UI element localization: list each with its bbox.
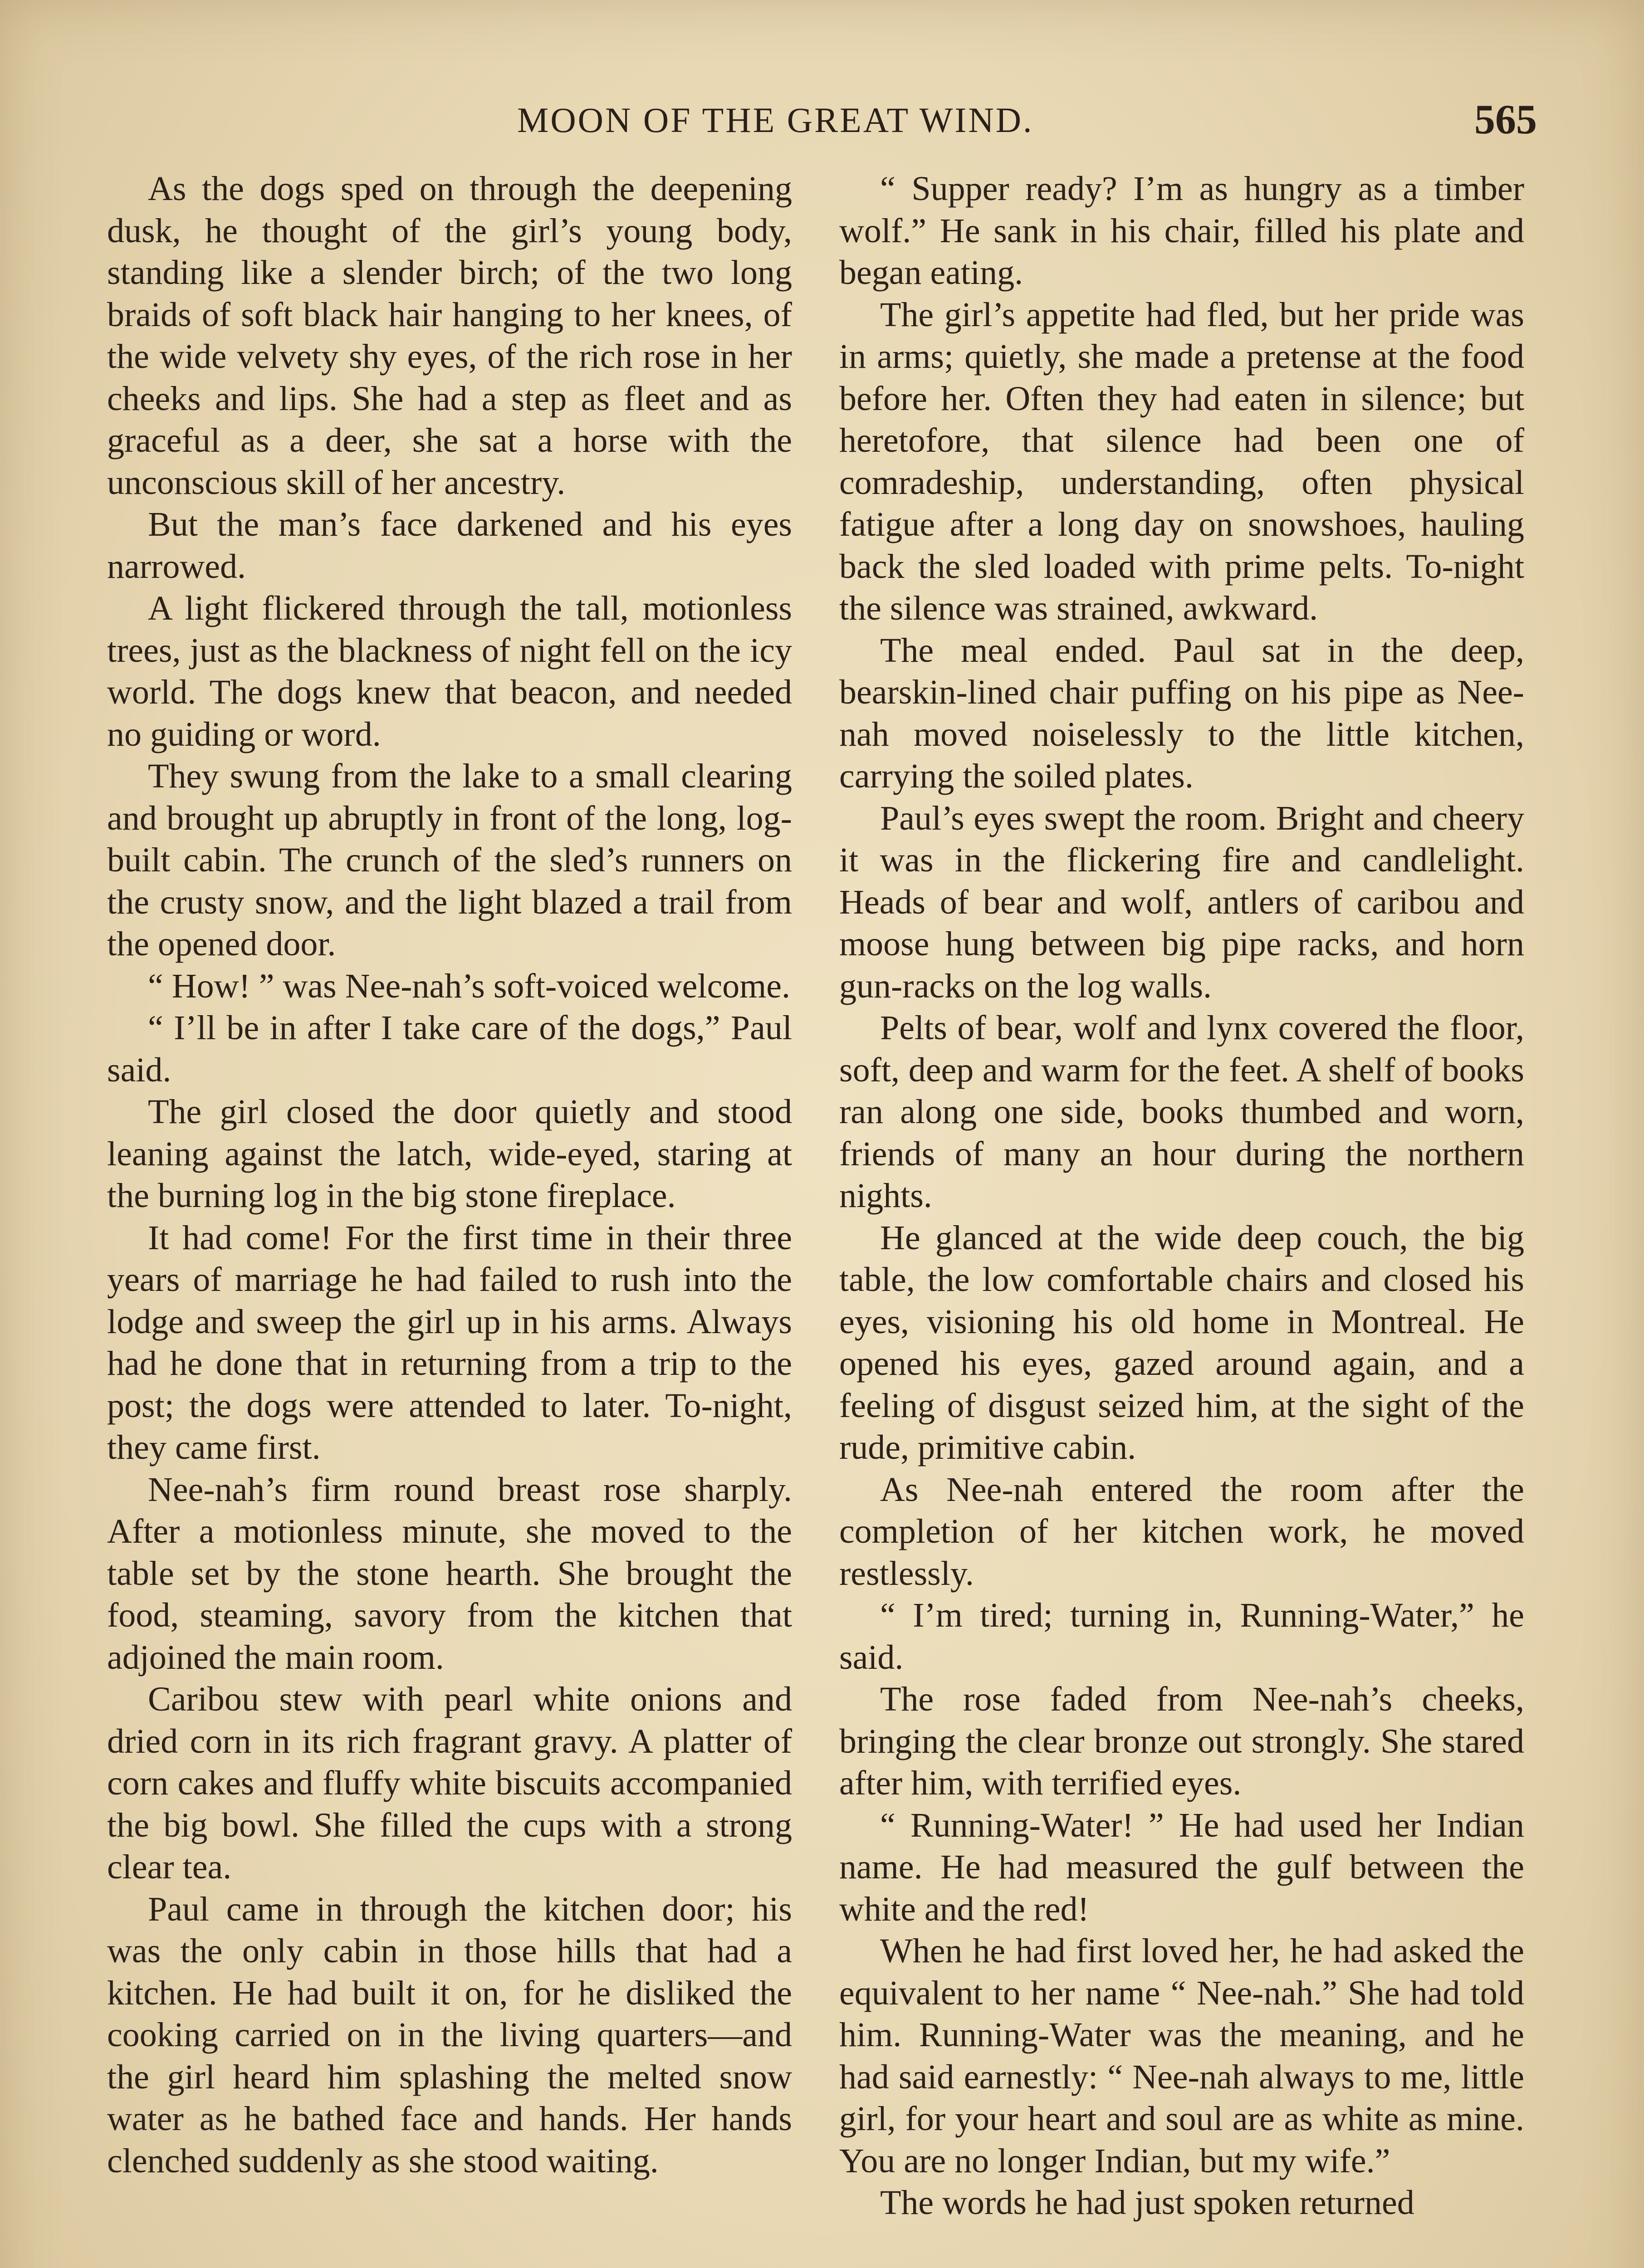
paragraph: Caribou stew with pearl white onions and dried corn in its rich fragrant gravy. A platter of corn cakes and fluffy white biscuits accompanied the big bowl. She filled the cups with a strong clear tea. (107, 1680, 792, 1886)
paragraph: When he had first loved her, he had asked the equivalent to her name “ Nee-nah.” She had told him. Running-Water was the meaning, and he had said earnestly: “ Nee-nah always to me, little girl, for your heart and soul are as white as mine. You are no longer Indian, but my wife.” (839, 1932, 1524, 2180)
paragraph: The girl’s appetite had fled, but her pride was in arms; quietly, she made a pretense at the food before her. Often they had eaten in silence; but heretofore, that silence had been one of comradeship, understanding, often physical fatigue after a long day on snowshoes, hauling back the sled loaded with prime pelts. To-night the silence was strained, awkward. (839, 295, 1524, 627)
paragraph: Pelts of bear, wolf and lynx covered the floor, soft, deep and warm for the feet. A shelf of books ran along one side, books thumbed and worn, friends of many an hour during the northern nights. (839, 1009, 1524, 1215)
paragraph: Paul came in through the kitchen door; his was the only cabin in those hills that had a kitchen. He had built it on, for he disliked the cooking carried on in the living quarters—and the girl heard him splashing the melted snow water as he bathed face and hands. Her hands clenched suddenly as she stood waiting. (107, 1890, 792, 2180)
paragraph: But the man’s face darkened and his eyes narrowed. (107, 505, 792, 586)
paragraph: It had come! For the first time in their three years of marriage he had failed to rush into the lodge and sweep the girl up in his arms. Always had he done that in returning from a trip to the post; the dogs were attended to later. To-night, they came first. (107, 1218, 792, 1466)
paragraph: As Nee-nah entered the room after the completion of her kitchen work, he moved restlessly. (839, 1470, 1524, 1593)
paragraph: Nee-nah’s firm round breast rose sharply. After a motionless minute, she moved to the table set by the stone hearth. She brought the food, steaming, savory from the kitchen that adjoined the main room. (107, 1470, 792, 1677)
paragraph: The meal ended. Paul sat in the deep, bearskin-lined chair puffing on his pipe as Nee-nah moved noiselessly to the little kitchen, carrying the soiled plates. (839, 631, 1524, 795)
running-head (0, 91, 1644, 150)
paragraph: Paul’s eyes swept the room. Bright and cheery it was in the flickering fire and candlelight. Heads of bear and wolf, antlers of caribou and moose hung between big pipe racks, and horn gun-racks on the log walls. (839, 799, 1524, 1005)
paragraph: As the dogs sped on through the deepening dusk, he thought of the girl’s young body, standing like a slender birch; of the two long braids of soft black hair hanging to her knees, of the wide velvety shy eyes, of the rich rose in her cheeks and lips. She had a step as fleet and as graceful as a deer, she sat a horse with the unconscious skill of her ancestry. (107, 170, 792, 502)
paragraph: “ I’ll be in after I take care of the dogs,” Paul said. (107, 1009, 792, 1089)
page-number: 565 (1474, 96, 1537, 142)
paragraph: “ Supper ready? I’m as hungry as a timber wolf.” He sank in his chair, filled his plate and began eating. (839, 170, 1524, 292)
text-column-left (107, 168, 792, 2182)
paragraph: He glanced at the wide deep couch, the big table, the low comfortable chairs and closed his eyes, visioning his old home in Montreal. He opened his eyes, gazed around again, and a feeling of disgust seized him, at the sight of the rude, primitive cabin. (839, 1218, 1524, 1466)
paragraph: “ How! ” was Nee-nah’s soft-voiced welcome. (148, 967, 791, 1005)
running-title: MOON OF THE GREAT WIND. (517, 100, 1034, 140)
paragraph: The girl closed the door quietly and stood leaning against the latch, wide-eyed, staring at the burning log in the big stone fireplace. (107, 1093, 792, 1215)
paragraph: “ Running-Water! ” He had used her Indian name. He had measured the gulf between the white and the red! (839, 1806, 1524, 1928)
paragraph: The words he had just spoken returned (880, 2184, 1414, 2222)
paragraph: The rose faded from Nee-nah’s cheeks, bringing the clear bronze out strongly. She stared after him, with terrified eyes. (839, 1680, 1524, 1802)
paragraph: A light flickered through the tall, motionless trees, just as the blackness of night fell on the icy world. The dogs knew that beacon, and needed no guiding or word. (107, 589, 792, 753)
paragraph: They swung from the lake to a small clearing and brought up abruptly in front of the long, log-built cabin. The crunch of the sled’s runners on the crusty snow, and the light blazed a trail from the opened door. (107, 757, 792, 963)
paragraph: “ I’m tired; turning in, Running-Water,” he said. (839, 1596, 1524, 1677)
text-column-right (839, 168, 1524, 2224)
